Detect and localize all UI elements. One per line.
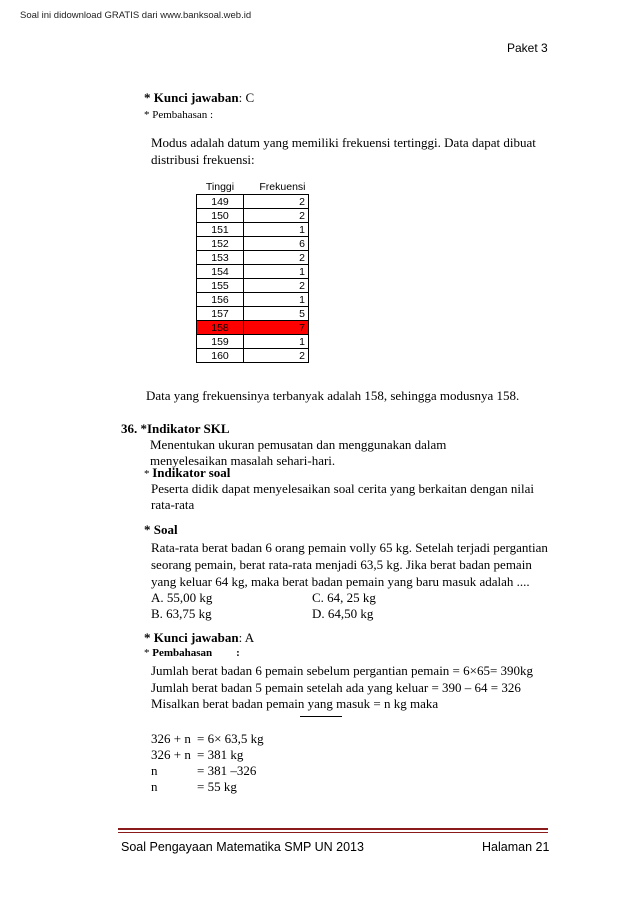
cell-tinggi: 155	[197, 279, 244, 293]
table-header-row	[197, 180, 309, 195]
calc-rhs: = 381 –326	[197, 763, 257, 778]
q36-pembahasan-label: Pembahasan	[152, 647, 213, 659]
q36-skl-line2: menyelesaikan masalah sehari-hari.	[150, 453, 336, 468]
prev-kunci-line	[144, 90, 254, 106]
calc-lhs: 326 + n	[151, 731, 191, 746]
frequency-table	[196, 180, 309, 363]
cell-tinggi: 159	[197, 335, 244, 349]
footer-page-number: Halaman 21	[482, 840, 550, 854]
q36-kunci-label: Kunci jawaban	[153, 630, 239, 645]
cell-frekuensi: 2	[244, 279, 309, 293]
pembahasan-line2: Jumlah berat badan 5 pemain setelah ada yang keluar = 390 – 64 = 326	[151, 680, 521, 695]
table-row	[197, 195, 309, 209]
q36-soal-ind-line2: rata-rata	[151, 497, 195, 512]
q36-pembahasan-line	[144, 647, 240, 659]
footer-rule-thin	[118, 832, 548, 833]
table-row	[197, 251, 309, 265]
cell-tinggi: 149	[197, 195, 244, 209]
table-row	[197, 209, 309, 223]
q36-soal-line1: Rata-rata berat badan 6 orang pemain volly 65 kg. Setelah terjadi pergantian	[151, 540, 548, 555]
prev-kunci-value: : C	[238, 90, 255, 105]
paket-label: Paket 3	[507, 41, 548, 55]
q36-indikator-soal-line	[144, 465, 230, 481]
option-b: B. 63,75 kg	[151, 606, 212, 621]
footer-rule	[118, 828, 548, 830]
cell-frekuensi: 2	[244, 349, 309, 363]
cell-frekuensi: 7	[244, 321, 309, 335]
q36-skl-label: *Indikator SKL	[140, 421, 230, 436]
option-c: C. 64, 25 kg	[312, 590, 376, 605]
cell-frekuensi: 6	[244, 237, 309, 251]
calc-lhs: n	[151, 763, 158, 778]
prev-pembahasan-label: * Pembahasan :	[144, 109, 214, 121]
cell-frekuensi: 1	[244, 293, 309, 307]
asterisk: *	[144, 522, 154, 537]
cell-tinggi: 151	[197, 223, 244, 237]
prev-kunci-label: * Kunci jawaban	[144, 90, 239, 105]
prev-conclusion: Data yang frekuensinya terbanyak adalah 158, sehingga modusnya 158.	[146, 388, 520, 403]
table-row	[197, 307, 309, 321]
cell-frekuensi: 1	[244, 265, 309, 279]
q36-soal-line3: yang keluar 64 kg, maka berat badan pemain yang baru masuk adalah ....	[151, 574, 530, 589]
q36-indikator-soal-label: Indikator soal	[152, 465, 231, 480]
cell-frekuensi: 2	[244, 251, 309, 265]
q36-soal-ind-line1: Peserta didik dapat menyelesaikan soal cerita yang berkaitan dengan nilai	[151, 481, 534, 496]
q36-kunci-line	[144, 630, 254, 646]
table-row	[197, 349, 309, 363]
cell-tinggi: 160	[197, 349, 244, 363]
watermark-text: Soal ini didownload GRATIS dari www.banksoal.web.id	[20, 10, 252, 21]
header-frekuensi: Frekuensi	[259, 180, 306, 193]
asterisk: *	[144, 647, 153, 659]
q36-soal-label: Soal	[153, 522, 178, 537]
table-row	[197, 265, 309, 279]
table-row-highlighted	[197, 321, 309, 335]
footer-title: Soal Pengayaan Matematika SMP UN 2013	[121, 840, 364, 854]
cell-frekuensi: 1	[244, 223, 309, 237]
asterisk: *	[144, 630, 154, 645]
cell-tinggi: 157	[197, 307, 244, 321]
calc-lhs: n	[151, 779, 158, 794]
table-row	[197, 279, 309, 293]
calc-rhs: = 55 kg	[197, 779, 237, 794]
option-d: D. 64,50 kg	[312, 606, 374, 621]
answer-underline	[300, 716, 342, 717]
cell-frekuensi: 2	[244, 209, 309, 223]
table-row	[197, 223, 309, 237]
cell-tinggi: 153	[197, 251, 244, 265]
table-row	[197, 293, 309, 307]
calc-rhs: = 6× 63,5 kg	[197, 731, 264, 746]
cell-tinggi: 154	[197, 265, 244, 279]
pembahasan-line1: Jumlah berat badan 6 pemain sebelum pergantian pemain = 6×65= 390kg	[151, 663, 534, 678]
pembahasan-line3: Misalkan berat badan pemain yang masuk = n kg maka	[151, 696, 439, 711]
prev-text-line1: Modus adalah datum yang memiliki frekuensi tertinggi. Data dapat dibuat	[151, 135, 536, 150]
table-row	[197, 335, 309, 349]
q36-header	[121, 421, 230, 437]
calc-rhs: = 381 kg	[197, 747, 244, 762]
calc-lhs: 326 + n	[151, 747, 191, 762]
cell-tinggi: 158	[197, 321, 244, 335]
cell-frekuensi: 5	[244, 307, 309, 321]
header-tinggi: Tinggi	[205, 180, 235, 193]
q36-number: 36.	[121, 421, 138, 436]
q36-soal-line2: seorang pemain, berat rata-rata menjadi 63,5 kg. Jika berat badan pemain	[151, 557, 532, 572]
q36-kunci-value: : A	[238, 630, 255, 645]
cell-tinggi: 152	[197, 237, 244, 251]
cell-frekuensi: 1	[244, 335, 309, 349]
table-row	[197, 237, 309, 251]
cell-tinggi: 150	[197, 209, 244, 223]
q36-pembahasan-colon: :	[236, 647, 240, 659]
prev-text-line2: distribusi frekuensi:	[151, 152, 255, 167]
cell-frekuensi: 2	[244, 195, 309, 209]
cell-tinggi: 156	[197, 293, 244, 307]
q36-skl-line1: Menentukan ukuran pemusatan dan menggunakan dalam	[150, 437, 447, 452]
asterisk: *	[144, 468, 153, 480]
q36-soal-header	[144, 522, 178, 538]
option-a: A. 55,00 kg	[151, 590, 213, 605]
